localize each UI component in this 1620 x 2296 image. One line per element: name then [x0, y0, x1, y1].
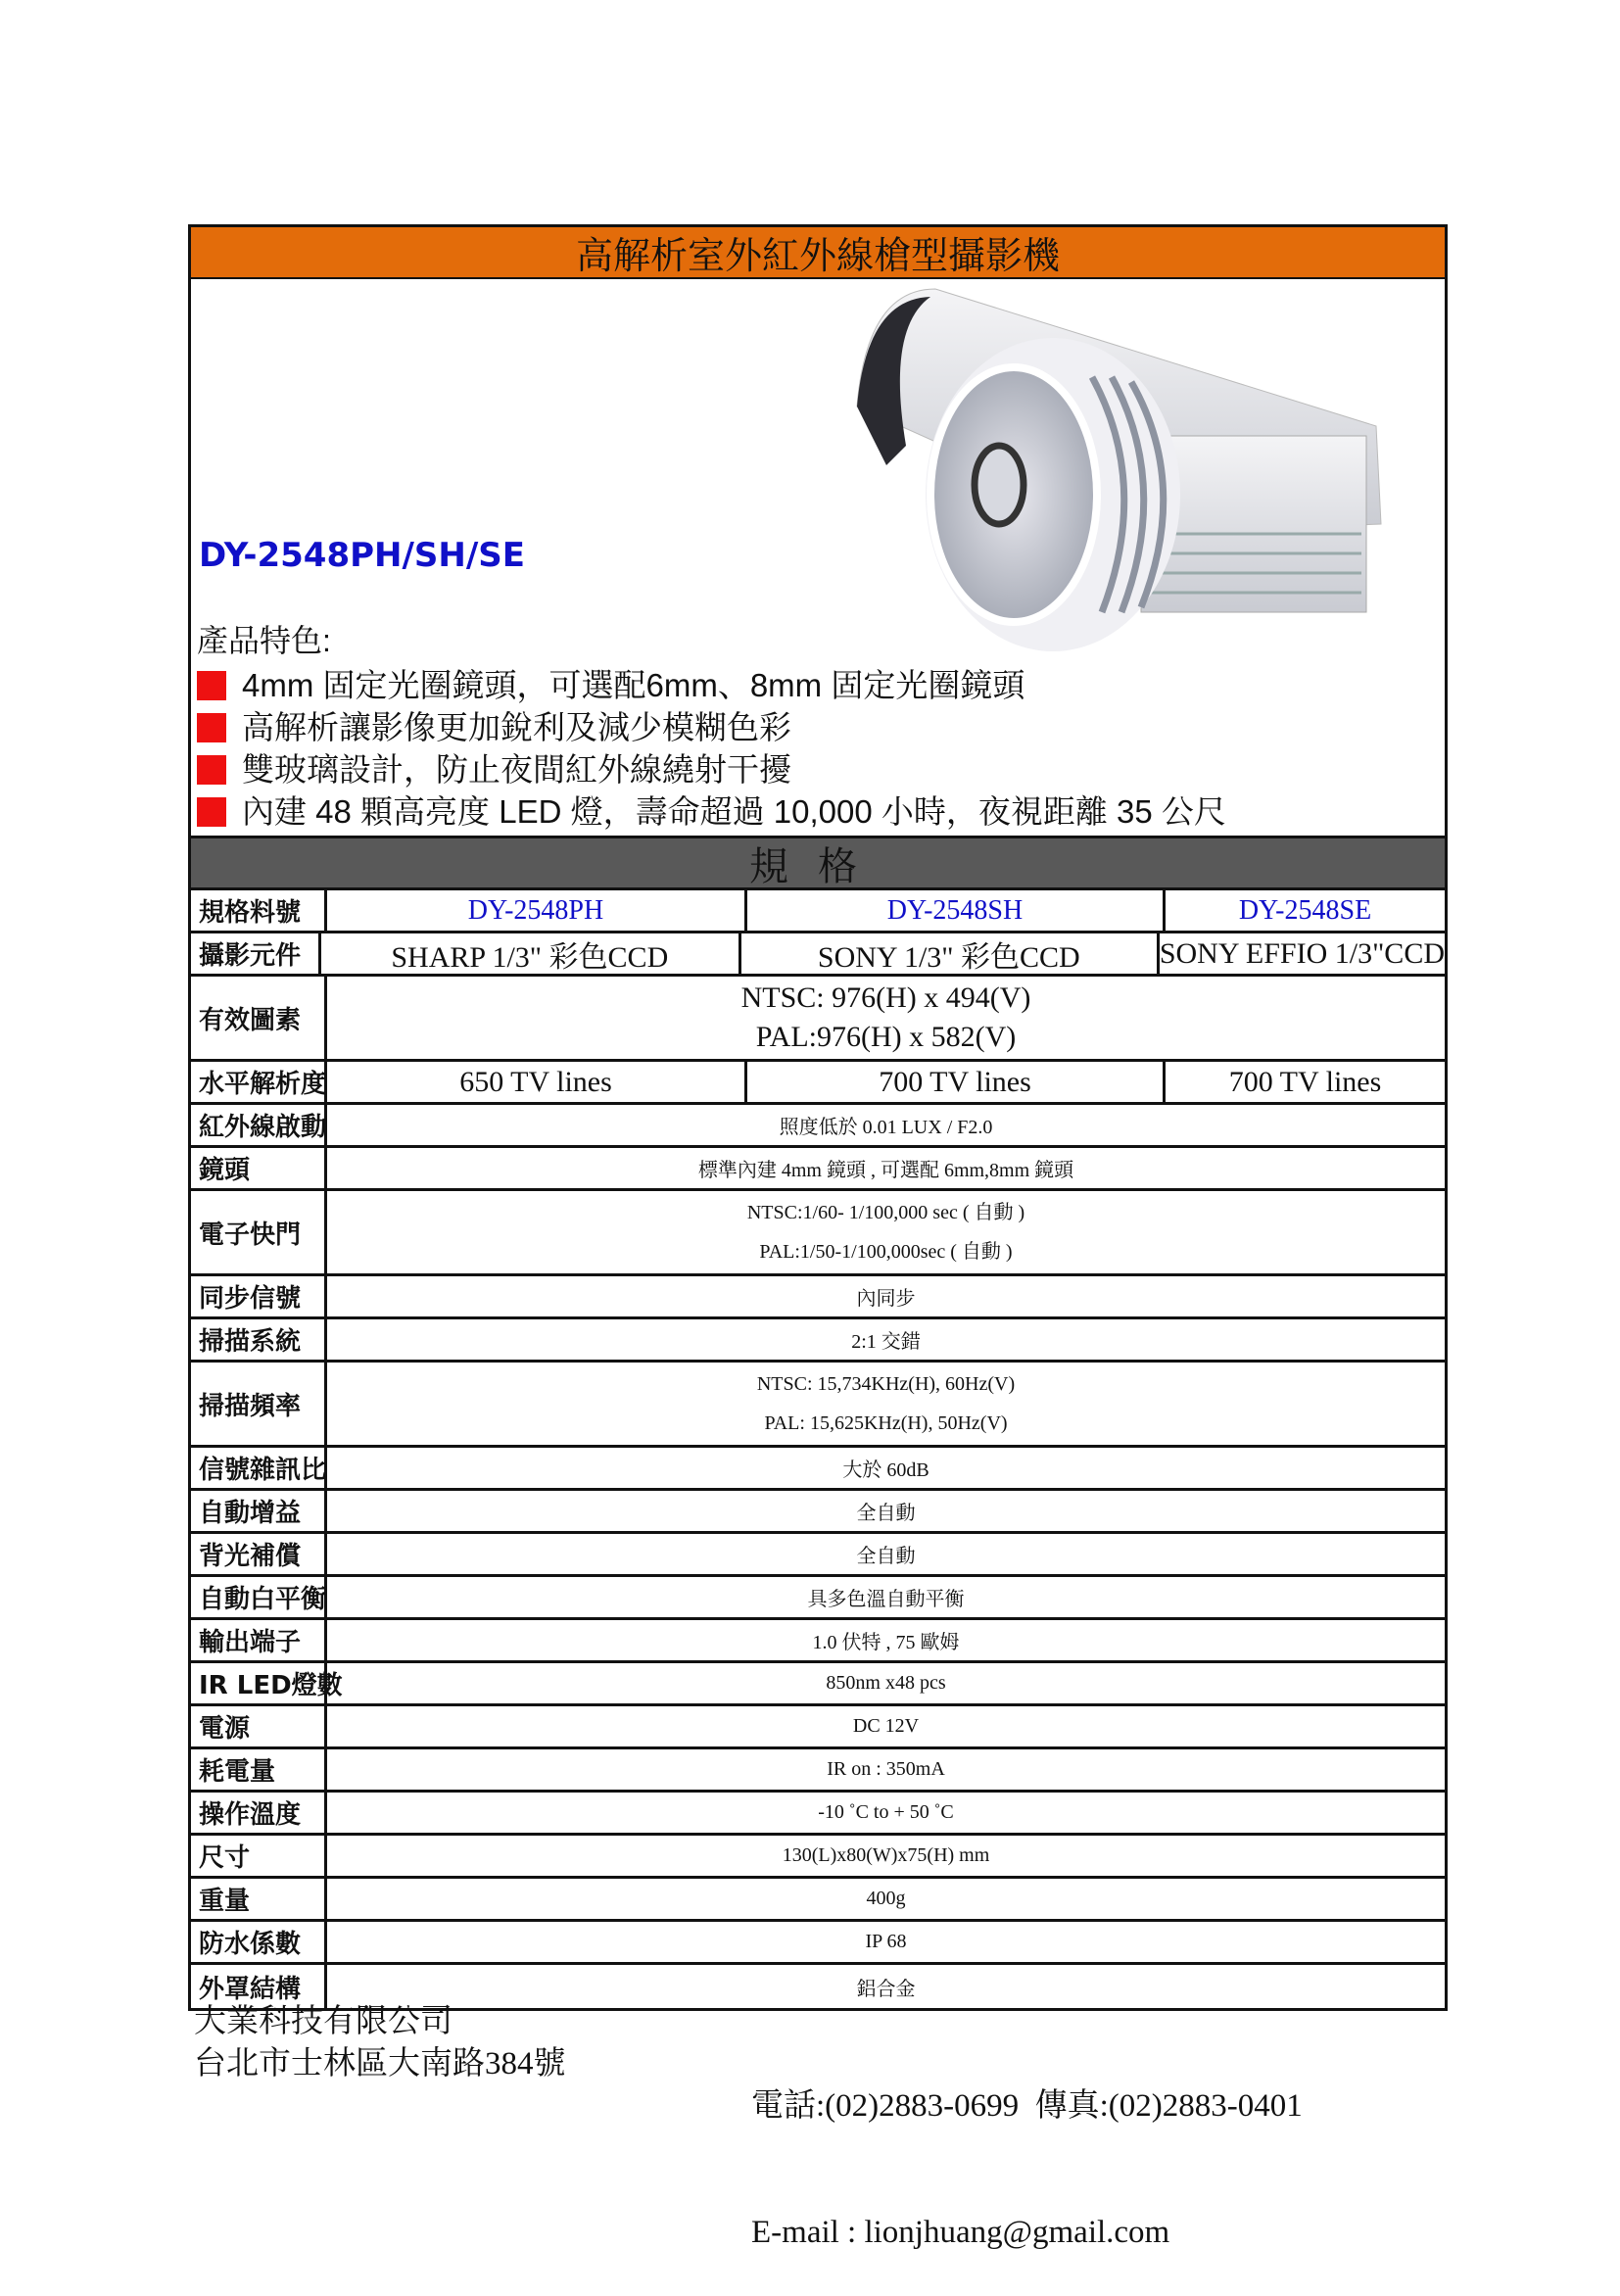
bullet-square-icon	[197, 755, 226, 785]
spec-value-line: 具多色溫自動平衡	[807, 1589, 965, 1610]
spec-value-line: 全自動	[856, 1503, 916, 1524]
spec-value	[327, 1276, 1445, 1316]
spec-row	[191, 1922, 1445, 1965]
spec-value: SONY 1/3" 彩色CCD	[739, 933, 1157, 974]
spec-value: DY-2548SH	[744, 890, 1163, 931]
spec-row	[191, 933, 1445, 977]
spec-row	[191, 1879, 1445, 1922]
spec-value: DY-2548PH	[467, 894, 604, 926]
spec-value	[327, 1191, 1445, 1273]
spec-value-line: 照度低於 0.01 LUX / F2.0	[779, 1117, 993, 1138]
spec-value: 700 TV lines	[1163, 1062, 1445, 1102]
spec-value-line: NTSC: 976(H) x 494(V)	[740, 981, 1031, 1014]
email: E-mail : lionjhuang@gmail.com	[751, 2215, 1170, 2250]
spec-value	[327, 1836, 1445, 1876]
spec-value-line: IP 68	[865, 1931, 907, 1952]
spec-label: 紅外線啟動	[191, 1105, 327, 1145]
spec-label: 水平解析度	[191, 1062, 327, 1102]
spec-row	[191, 1105, 1445, 1148]
spec-row	[191, 1749, 1445, 1793]
spec-value-line: NTSC:1/60- 1/100,000 sec ( 自動 )	[746, 1202, 1025, 1223]
spec-row	[191, 1191, 1445, 1276]
model-number: DY-2548PH/SH/SE	[199, 536, 525, 575]
spec-value-line: NTSC: 15,734KHz(H), 60Hz(V)	[756, 1373, 1016, 1395]
spec-value-line: PAL:1/50-1/100,000sec ( 自動 )	[759, 1241, 1013, 1263]
spec-sheet	[188, 224, 1448, 2011]
spec-value	[327, 1491, 1445, 1531]
spec-row	[191, 977, 1445, 1062]
spec-label: 掃描系統	[191, 1319, 327, 1360]
feature-item: 4mm 固定光圈鏡頭，可選配6mm、8mm 固定光圈鏡頭	[197, 664, 1226, 706]
spec-label: 重量	[191, 1879, 327, 1919]
bullet-square-icon	[197, 713, 226, 742]
spec-value	[327, 1448, 1445, 1488]
features-title: 產品特色:	[197, 623, 331, 658]
spec-label: 有效圖素	[191, 977, 327, 1059]
spec-value: DY-2548SE	[1163, 890, 1445, 931]
spec-label: 信號雜訊比	[191, 1448, 327, 1488]
spec-value	[327, 1148, 1445, 1188]
spec-row	[191, 1663, 1445, 1706]
spec-value-line: PAL: 15,625KHz(H), 50Hz(V)	[764, 1412, 1008, 1434]
spec-label: 自動增益	[191, 1491, 327, 1531]
spec-label: 同步信號	[191, 1276, 327, 1316]
bullet-square-icon	[197, 671, 226, 700]
company-address: 台北市士林區大南路384號	[194, 2046, 566, 2081]
spec-row	[191, 1706, 1445, 1749]
feature-item: 內建 48 顆高亮度 LED 燈，壽命超過 10,000 小時，夜視距離 35 公尺	[197, 790, 1226, 833]
spec-value-line: DC 12V	[852, 1715, 920, 1737]
spec-row	[191, 1448, 1445, 1491]
spec-value: 650 TV lines	[459, 1065, 612, 1098]
spec-row	[191, 1319, 1445, 1363]
bullet-square-icon	[197, 797, 226, 827]
spec-label: 尺寸	[191, 1836, 327, 1876]
spec-value	[327, 1922, 1445, 1962]
sheet-title: 高解析室外紅外線槍型攝影機	[191, 227, 1445, 279]
spec-value	[327, 1663, 1445, 1703]
spec-value: SHARP 1/3" 彩色CCD	[391, 940, 669, 974]
spec-label: 自動白平衡	[191, 1577, 327, 1617]
spec-row	[191, 1491, 1445, 1534]
footer-company-block	[194, 2001, 566, 2085]
spec-value-line: 2:1 交錯	[851, 1331, 921, 1353]
spec-value-line: 130(L)x80(W)x75(H) mm	[782, 1844, 990, 1866]
spec-value	[327, 1620, 1445, 1660]
spec-label: 掃描頻率	[191, 1363, 327, 1445]
spec-row	[191, 1620, 1445, 1663]
spec-value	[327, 1706, 1445, 1746]
spec-row	[191, 1363, 1445, 1448]
feature-item: 雙玻璃設計，防止夜間紅外線繞射干擾	[197, 748, 1226, 790]
spec-value: 700 TV lines	[744, 1062, 1163, 1102]
spec-value-line: 內同步	[856, 1288, 916, 1310]
spec-value	[327, 1577, 1445, 1617]
spec-value-line: 標準內建 4mm 鏡頭 , 可選配 6mm,8mm 鏡頭	[697, 1160, 1074, 1181]
spec-value-line: 全自動	[856, 1546, 916, 1567]
feature-item: 高解析讓影像更加銳利及減少模糊色彩	[197, 706, 1226, 748]
spec-value-line: PAL:976(H) x 582(V)	[755, 1021, 1017, 1053]
spec-table	[191, 890, 1445, 2008]
spec-label: 防水係數	[191, 1922, 327, 1962]
spec-value: SONY EFFIO 1/3"CCD	[1157, 933, 1445, 974]
spec-value-line: 400g	[866, 1888, 906, 1909]
spec-row	[191, 1836, 1445, 1879]
spec-value-line: 850nm x48 pcs	[826, 1672, 946, 1694]
spec-value	[327, 1105, 1445, 1145]
spec-label: 電子快門	[191, 1191, 327, 1273]
spec-label: 耗電量	[191, 1749, 327, 1790]
spec-label: 攝影元件	[191, 933, 321, 974]
spec-section-title: 規格	[191, 836, 1445, 890]
spec-row	[191, 1148, 1445, 1191]
spec-value	[327, 1319, 1445, 1360]
spec-label: 電源	[191, 1706, 327, 1746]
spec-label: 外罩結構	[191, 1965, 327, 2008]
spec-value	[327, 1363, 1445, 1445]
spec-row	[191, 1062, 1445, 1105]
camera-product-image	[828, 289, 1415, 700]
spec-value-line: 大於 60dB	[842, 1459, 929, 1481]
company-name: 大業科技有限公司	[194, 2004, 453, 2039]
spec-label: 規格料號	[191, 890, 327, 931]
spec-row	[191, 1276, 1445, 1319]
spec-row	[191, 1577, 1445, 1620]
spec-value-line: IR on : 350mA	[827, 1758, 945, 1780]
product-hero	[191, 279, 1445, 836]
spec-value	[327, 1793, 1445, 1833]
spec-label: 操作溫度	[191, 1793, 327, 1833]
spec-label: 鏡頭	[191, 1148, 327, 1188]
spec-label: 輸出端子	[191, 1620, 327, 1660]
spec-value	[327, 1879, 1445, 1919]
spec-row	[191, 890, 1445, 933]
spec-value	[327, 1749, 1445, 1790]
feature-list	[197, 664, 1226, 833]
spec-value-line: 鋁合金	[856, 1978, 916, 2000]
spec-value-line: 1.0 伏特 , 75 歐姆	[812, 1632, 960, 1653]
spec-value-line: -10 ˚C to + 50 ˚C	[818, 1801, 954, 1823]
spec-row	[191, 1793, 1445, 1836]
phone-fax: 電話:(02)2883-0699 傳真:(02)2883-0401	[751, 2088, 1303, 2124]
footer-contact-block	[751, 2001, 1303, 2296]
spec-label: 背光補償	[191, 1534, 327, 1574]
spec-value	[327, 1534, 1445, 1574]
spec-row	[191, 1534, 1445, 1577]
spec-value	[327, 977, 1445, 1059]
spec-label: IR LED燈數	[191, 1663, 327, 1703]
